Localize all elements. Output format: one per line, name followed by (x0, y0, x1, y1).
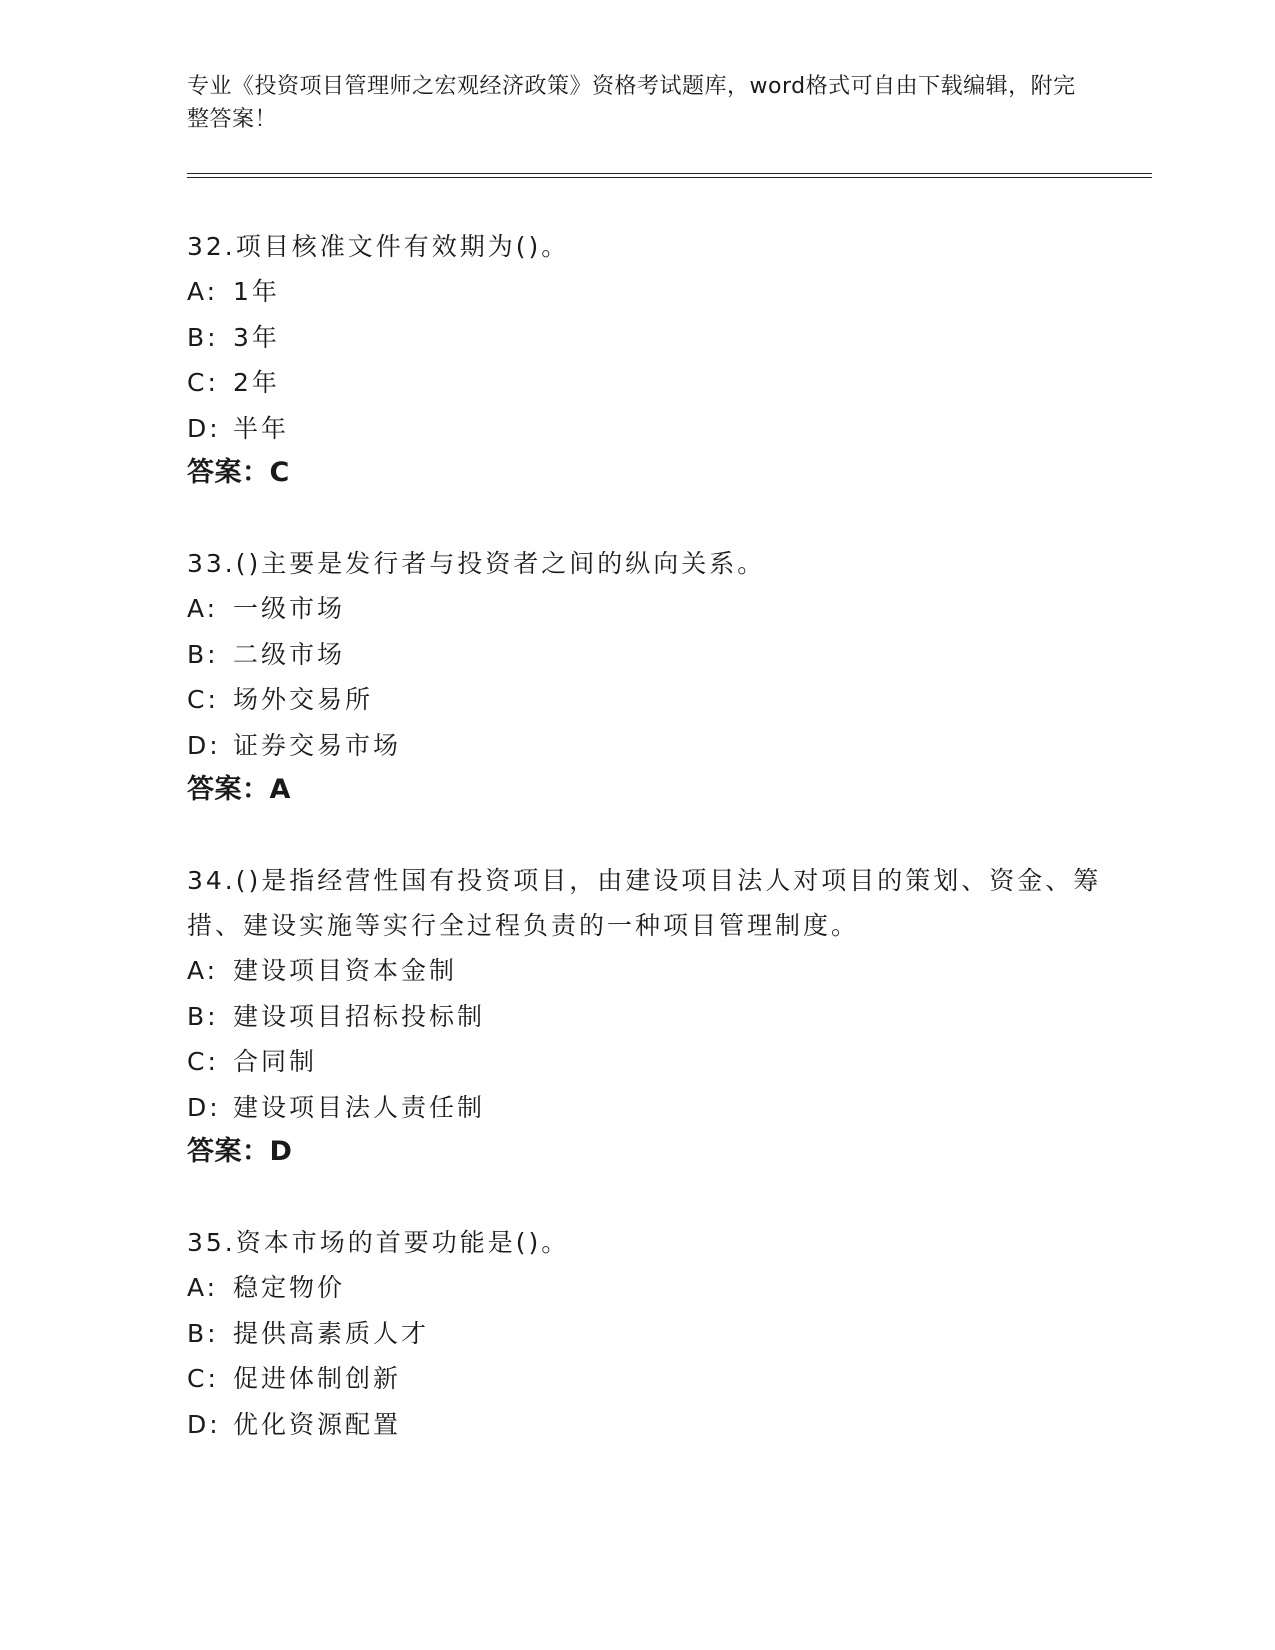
option-key: D: (187, 730, 221, 760)
option-d (187, 406, 1152, 452)
option-key: D: (187, 1409, 221, 1439)
option-key: B: (187, 322, 219, 352)
option-key: C: (187, 1047, 219, 1076)
question-32 (187, 224, 1152, 495)
option-c (187, 360, 1152, 406)
option-b (187, 315, 1152, 361)
option-key: D: (187, 1092, 221, 1122)
option-c (187, 1356, 1152, 1402)
option-text: 建设项目资本金制 (233, 956, 458, 985)
option-b (187, 632, 1152, 678)
answer-text: 答案：C (187, 457, 290, 488)
option-text: 半年 (233, 413, 290, 443)
option-a (187, 269, 1152, 315)
option-b (187, 1311, 1152, 1357)
option-text: 优化资源配置 (233, 1409, 402, 1439)
option-text: 二级市场 (233, 639, 346, 669)
question-35 (187, 1220, 1152, 1447)
option-key: A: (187, 277, 219, 306)
option-key: B: (187, 639, 219, 669)
question-text: 34.()是指经营性国有投资项目，由建设项目法人对项目的策划、资金、筹措、建设实施等实行全过程负责的一种项目管理制度。 (187, 866, 1102, 940)
option-key: D: (187, 413, 221, 443)
option-text: 建设项目法人责任制 (233, 1092, 486, 1122)
option-a (187, 1265, 1152, 1311)
question-text: 35.资本市场的首要功能是()。 (187, 1228, 570, 1257)
option-key: C: (187, 1364, 219, 1393)
answer-text: 答案：D (187, 1136, 293, 1167)
option-key: B: (187, 1001, 219, 1031)
question-list (187, 224, 1152, 1447)
option-a (187, 948, 1152, 994)
question-33 (187, 541, 1152, 812)
option-text: 1年 (233, 277, 280, 306)
document-header: 专业《投资项目管理师之宏观经济政策》资格考试题库，word格式可自由下载编辑，附完整答案！ (187, 74, 1076, 132)
question-text: 32.项目核准文件有效期为()。 (187, 232, 570, 261)
option-a (187, 586, 1152, 632)
option-key: A: (187, 956, 219, 985)
option-text: 2年 (233, 368, 280, 397)
option-text: 稳定物价 (233, 1273, 346, 1302)
header-divider (187, 173, 1152, 178)
option-key: C: (187, 685, 219, 714)
option-text: 一级市场 (233, 594, 346, 623)
answer-text: 答案：A (187, 774, 291, 805)
option-d (187, 1402, 1152, 1448)
option-text: 提供高素质人才 (233, 1318, 430, 1348)
option-key: A: (187, 1273, 219, 1302)
option-text: 3年 (233, 322, 280, 352)
option-b (187, 994, 1152, 1040)
option-key: A: (187, 594, 219, 623)
option-text: 证券交易市场 (233, 730, 402, 760)
document-page (187, 70, 1152, 1493)
option-text: 场外交易所 (233, 685, 374, 714)
option-text: 合同制 (233, 1047, 318, 1076)
option-d (187, 723, 1152, 769)
question-34 (187, 858, 1152, 1174)
option-key: C: (187, 368, 219, 397)
option-c (187, 677, 1152, 723)
option-key: B: (187, 1318, 219, 1348)
option-text: 建设项目招标投标制 (233, 1001, 486, 1031)
question-text: 33.()主要是发行者与投资者之间的纵向关系。 (187, 549, 766, 578)
option-d (187, 1085, 1152, 1131)
option-c (187, 1039, 1152, 1085)
option-text: 促进体制创新 (233, 1364, 402, 1393)
